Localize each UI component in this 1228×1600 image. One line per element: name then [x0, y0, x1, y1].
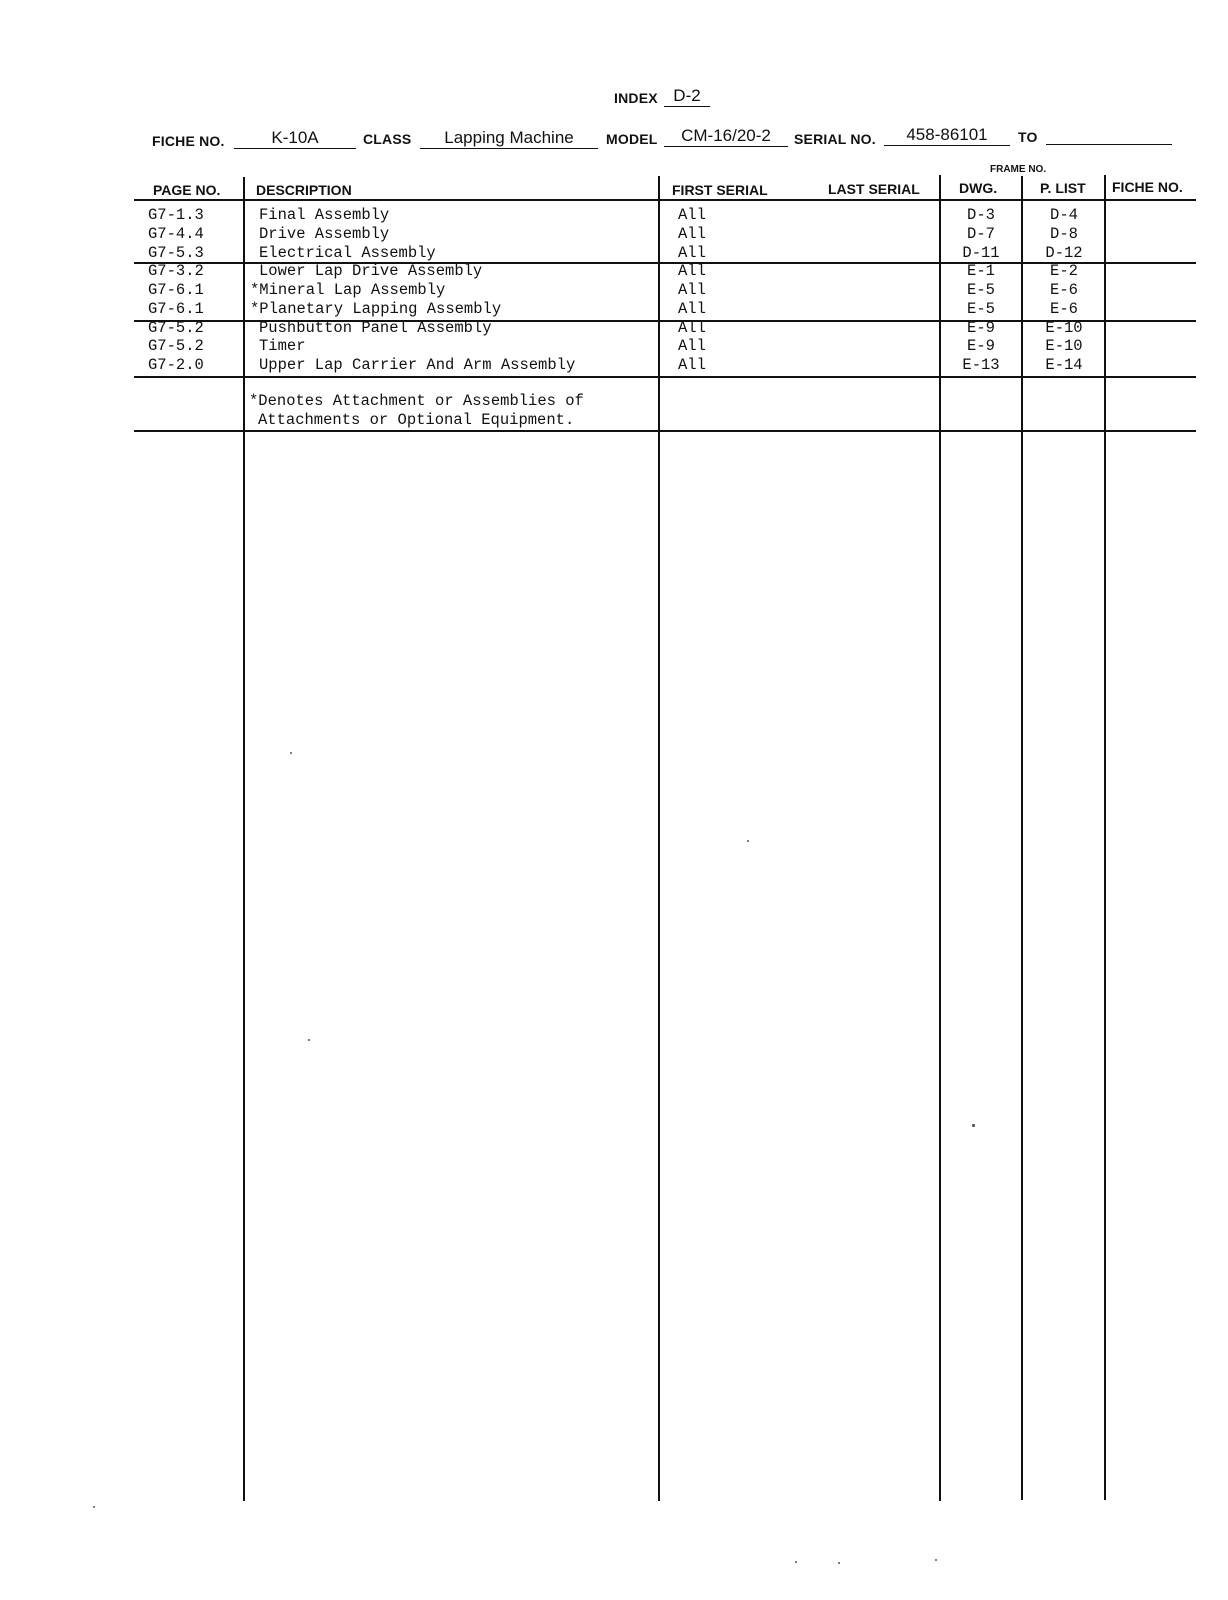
class-label: CLASS [363, 131, 412, 147]
fiche-cell [1108, 206, 1194, 225]
col-divider-4 [1021, 176, 1023, 1500]
index-label: INDEX [614, 90, 658, 106]
col-description: DESCRIPTION [256, 182, 352, 198]
page-no-cell: G7-5.3 [148, 244, 204, 262]
p-list-cell: E-2 [1050, 262, 1078, 280]
to-value [1046, 125, 1172, 145]
fiche-cell [1108, 225, 1194, 244]
last-serial-cell [790, 225, 930, 244]
dwg-cell: D-7 [967, 225, 995, 243]
class-value: Lapping Machine [420, 129, 598, 149]
page-no-cell: G7-5.2 [148, 319, 204, 337]
col-fiche-no: FICHE NO. [1112, 179, 1183, 195]
dwg-cell: E-9 [967, 319, 995, 337]
last-serial-cell [790, 206, 930, 225]
dwg-cell: E-13 [962, 356, 1000, 374]
description-cell: Electrical Assembly [259, 244, 436, 262]
description-cell: Final Assembly [259, 206, 390, 224]
page-no-cell: G7-6.1 [148, 281, 204, 299]
to-label: TO [1018, 129, 1038, 145]
footnote-rule [134, 430, 1196, 432]
p-list-cell: E-14 [1045, 356, 1083, 374]
description-cell: Pushbutton Panel Assembly [259, 319, 492, 337]
scan-speck [972, 1124, 975, 1127]
page-no-cell: G7-4.4 [148, 225, 204, 243]
last-serial-cell [790, 356, 930, 375]
last-serial-cell [790, 262, 930, 281]
header-rule [134, 199, 1196, 201]
first-serial-cell: All [678, 262, 706, 280]
p-list-cell: E-10 [1045, 319, 1083, 337]
scan-speck [308, 1039, 310, 1041]
first-serial-cell: All [678, 225, 706, 243]
description-cell: Lower Lap Drive Assembly [259, 262, 483, 280]
model-value: CM-16/20-2 [664, 127, 788, 147]
first-serial-cell: All [678, 356, 706, 374]
first-serial-cell: All [678, 300, 706, 318]
dwg-cell: D-11 [962, 244, 1000, 262]
dwg-cell: D-3 [967, 206, 995, 224]
description-cell: Drive Assembly [259, 225, 390, 243]
col-page-no: PAGE NO. [153, 182, 221, 198]
model-label: MODEL [606, 131, 658, 147]
fiche-cell [1108, 262, 1194, 281]
footnote-line-2: Attachments or Optional Equipment. [258, 411, 575, 429]
serial-value: 458-86101 [884, 126, 1010, 146]
scan-speck [290, 752, 292, 754]
description-cell: *Mineral Lap Assembly [250, 281, 446, 299]
fiche-cell [1108, 244, 1194, 263]
fiche-cell [1108, 281, 1194, 300]
page-no-cell: G7-6.1 [148, 300, 204, 318]
first-serial-cell: All [678, 337, 706, 355]
page-no-cell: G7-5.2 [148, 337, 204, 355]
fiche-value: K-10A [234, 129, 356, 149]
fiche-cell [1108, 300, 1194, 319]
first-serial-cell: All [678, 319, 706, 337]
description-cell: *Planetary Lapping Assembly [250, 300, 502, 318]
p-list-cell: D-12 [1045, 244, 1083, 262]
last-serial-cell [790, 319, 930, 338]
col-first-serial: FIRST SERIAL [672, 182, 768, 198]
p-list-cell: E-10 [1045, 337, 1083, 355]
scan-speck [93, 1506, 95, 1508]
serial-label: SERIAL NO. [794, 131, 876, 147]
col-divider-1 [243, 177, 245, 1501]
p-list-cell: E-6 [1050, 281, 1078, 299]
fiche-cell [1108, 356, 1194, 375]
dwg-cell: E-5 [967, 300, 995, 318]
fiche-cell [1108, 337, 1194, 356]
last-serial-cell [790, 244, 930, 263]
scan-speck [795, 1561, 797, 1563]
dwg-cell: E-9 [967, 337, 995, 355]
first-serial-cell: All [678, 206, 706, 224]
first-serial-cell: All [678, 244, 706, 262]
col-frame-no: FRAME NO. [990, 164, 1047, 175]
col-last-serial: LAST SERIAL [828, 181, 920, 197]
p-list-cell: D-8 [1050, 225, 1078, 243]
footnote-line-1: *Denotes Attachment or Assemblies of [249, 392, 584, 410]
description-cell: Timer [259, 337, 306, 355]
dwg-cell: E-5 [967, 281, 995, 299]
description-cell: Upper Lap Carrier And Arm Assembly [259, 356, 576, 374]
first-serial-cell: All [678, 281, 706, 299]
page-no-cell: G7-2.0 [148, 356, 204, 374]
last-serial-cell [790, 281, 930, 300]
page-no-cell: G7-3.2 [148, 262, 204, 280]
page-no-cell: G7-1.3 [148, 206, 204, 224]
scan-speck [935, 1559, 937, 1561]
last-serial-cell [790, 300, 930, 319]
col-p-list: P. LIST [1040, 180, 1086, 196]
col-dwg: DWG. [959, 180, 998, 196]
p-list-cell: D-4 [1050, 206, 1078, 224]
dwg-cell: E-1 [967, 262, 995, 280]
scan-speck [838, 1562, 840, 1564]
fiche-cell [1108, 319, 1194, 338]
group-rule-3 [134, 376, 1196, 378]
index-value: D-2 [664, 87, 710, 107]
p-list-cell: E-6 [1050, 300, 1078, 318]
col-divider-5 [1104, 175, 1106, 1500]
col-divider-3 [939, 175, 941, 1501]
last-serial-cell [790, 337, 930, 356]
fiche-label: FICHE NO. [152, 133, 225, 149]
scan-speck [747, 840, 749, 842]
